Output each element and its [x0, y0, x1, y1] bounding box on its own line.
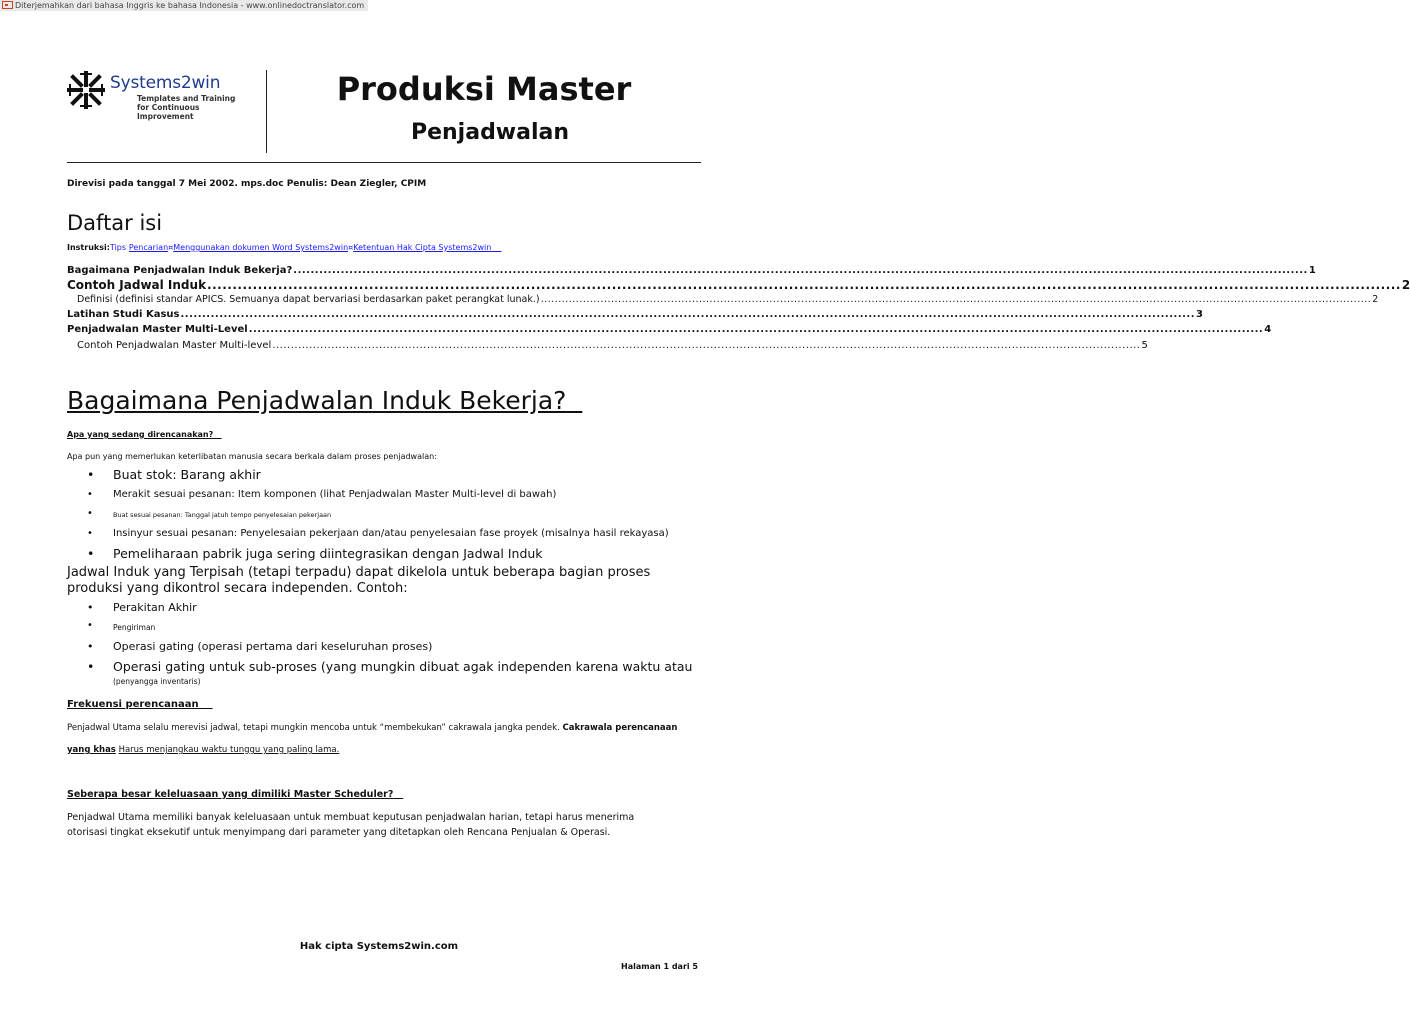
toc-leader-dots: ............................................................................................................................................................................................................................................ — [207, 278, 1401, 292]
translate-icon — [2, 1, 13, 9]
list-item-text: Buat stok: Barang akhir — [113, 467, 261, 482]
list-item-text: Insinyur sesuai pesanan: Penyelesaian pekerjaan dan/atau penyelesaian fase proyek (misalnya hasil rekayasa) — [113, 528, 669, 539]
question-scheduler-latitude — [67, 789, 403, 800]
list-item-text: (penyangga inventaris) — [113, 677, 201, 686]
list-item-text: Pemeliharaan pabrik juga sering diintegrasikan dengan Jadwal Induk — [113, 546, 543, 561]
scheduler-latitude-paragraph: Penjadwal Utama memiliki banyak keleluasaan untuk membuat keputusan penjadwalan harian, tetapi harus menerima otorisasi tingkat eksekutif untuk menyimpang dari parameter yang ditetapkan oleh Rencana Penjualan & Operasi. — [67, 812, 635, 838]
toc-entry-text: Penjadwalan Master Multi-Level — [67, 324, 248, 335]
question-text: Apa yang sedang direncanakan? — [67, 430, 214, 439]
planning-frequency-text — [67, 723, 677, 733]
toc-leader-dots: ............................................................................................................................................................................................................................................ — [248, 324, 1264, 335]
toc-entry[interactable] — [67, 265, 1316, 276]
copyright-terms-link[interactable]: Ketentuan Hak Cipta Systems2win — [353, 243, 492, 252]
link-separator: ¤ — [348, 243, 354, 252]
document-subtitle: Penjadwalan — [410, 120, 570, 145]
list-item-text: Merakit sesuai pesanan: Item komponen (lihat Penjadwalan Master Multi-level di bawah) — [113, 489, 557, 500]
toc-entry[interactable] — [77, 340, 1148, 351]
toc-entry[interactable] — [67, 278, 1410, 292]
toc-entry-page: 1 — [1308, 265, 1316, 276]
list-item-text: Operasi gating untuk sub-proses (yang mungkin dibuat agak independen karena waktu atau — [113, 659, 693, 674]
section-heading-text: Bagaimana Penjadwalan Induk Bekerja? — [67, 386, 567, 415]
toc-leader-dots: ............................................................................................................................................................................................................................................ — [180, 309, 1196, 320]
freq-bold-part: Cakrawala perencanaan — [562, 723, 678, 733]
list-item-text: Operasi gating (operasi pertama dari keseluruhan proses) — [113, 640, 433, 653]
systems2win-logo — [66, 68, 256, 121]
document-title: Produksi Master — [336, 70, 632, 108]
using-word-docs-link[interactable]: Menggunakan dokumen Word Systems2win — [173, 243, 349, 252]
toc-heading: Daftar isi — [67, 211, 163, 235]
toc-entry[interactable] — [77, 294, 1379, 305]
toc-entry-page: 4 — [1264, 324, 1272, 335]
section-heading — [67, 386, 582, 415]
intro-text: Apa pun yang memerlukan keterlibatan manusia secara berkala dalam proses penjadwalan: — [67, 452, 437, 461]
toc-entry-page: 5 — [1141, 340, 1148, 351]
toc-leader-dots: ............................................................................................................................................................................................................................................ — [272, 340, 1141, 351]
toc-entry-text: Definisi (definisi standar APICS. Semuanya dapat bervariasi berdasarkan paket perangkat lunak.) — [77, 294, 540, 305]
toc-entry-text: Bagaimana Penjadwalan Induk Bekerja? — [67, 265, 293, 276]
toc-entry-text: Contoh Jadwal Induk — [67, 278, 207, 292]
list-item-text: Buat sesuai pesanan: Tanggal jatuh tempo penyelesaian pekerjaan — [113, 511, 332, 519]
instructions-label: Instruksi: — [67, 243, 110, 252]
freq-bold-part-2: yang khas — [67, 745, 116, 755]
translator-banner-text: Diterjemahkan dari bahasa Inggris ke bahasa Indonesia - www.onlinedoctranslator.com — [15, 1, 365, 10]
tips-link[interactable]: Tips — [109, 243, 127, 252]
planning-frequency-heading — [67, 699, 213, 710]
systems2win-logo-mark — [66, 70, 106, 110]
footer-copyright: Hak cipta Systems2win.com — [299, 941, 459, 952]
toc-entry-page: 2 — [1401, 278, 1410, 292]
revision-line: Direvisi pada tanggal 7 Mei 2002. mps.doc Penulis: Dean Ziegler, CPIM — [67, 179, 427, 189]
question-text: Seberapa besar keleluasaan yang dimiliki Master Scheduler? — [67, 789, 394, 800]
list-item-text: Perakitan Akhir — [113, 601, 197, 614]
logo-tagline — [137, 94, 256, 121]
footer-page-number: Halaman 1 dari 5 — [621, 962, 698, 971]
toc-entry[interactable] — [67, 309, 1203, 320]
toc-entry-page: 2 — [1372, 294, 1379, 305]
header-vertical-divider — [266, 70, 267, 153]
toc-leader-dots: ............................................................................................................................................................................................................................................ — [540, 294, 1372, 305]
freq-text-part-2: Harus menjangkau waktu tunggu yang paling lama. — [118, 745, 340, 755]
logo-tagline-line-2: for Continuous Improvement — [137, 103, 200, 121]
separate-schedules-paragraph: Jadwal Induk yang Terpisah (tetapi terpadu) dapat dikelola untuk beberapa bagian proses produksi yang dikontrol secara independen. Contoh: — [67, 565, 651, 596]
freq-text-part: Penjadwal Utama selalu merevisi jadwal, tetapi mungkin mencoba untuk “membekukan” cakrawala jangka pendek. — [67, 723, 560, 733]
link-trailing-underline — [491, 243, 501, 252]
toc-entry-text: Latihan Studi Kasus — [67, 309, 180, 320]
toc-entry-text: Contoh Penjadwalan Master Multi-level — [77, 340, 272, 351]
question-what-is-planned — [67, 430, 222, 439]
planning-frequency-text-2 — [67, 745, 339, 755]
translator-banner[interactable] — [0, 0, 368, 11]
toc-entry-page: 3 — [1196, 309, 1203, 320]
toc-instructions — [67, 243, 502, 252]
toc-entry[interactable] — [67, 324, 1272, 335]
toc-leader-dots: ............................................................................................................................................................................................................................................ — [293, 265, 1308, 276]
list-item-text: Pengiriman — [113, 623, 156, 632]
link-separator: ¤ — [168, 243, 174, 252]
header-rule — [67, 162, 701, 163]
search-link[interactable]: Pencarian — [128, 243, 169, 252]
heading-text: Frekuensi perencanaan — [67, 699, 199, 710]
logo-brand: Systems2win — [110, 73, 221, 93]
logo-tagline-line-1: Templates and Training — [137, 94, 236, 103]
